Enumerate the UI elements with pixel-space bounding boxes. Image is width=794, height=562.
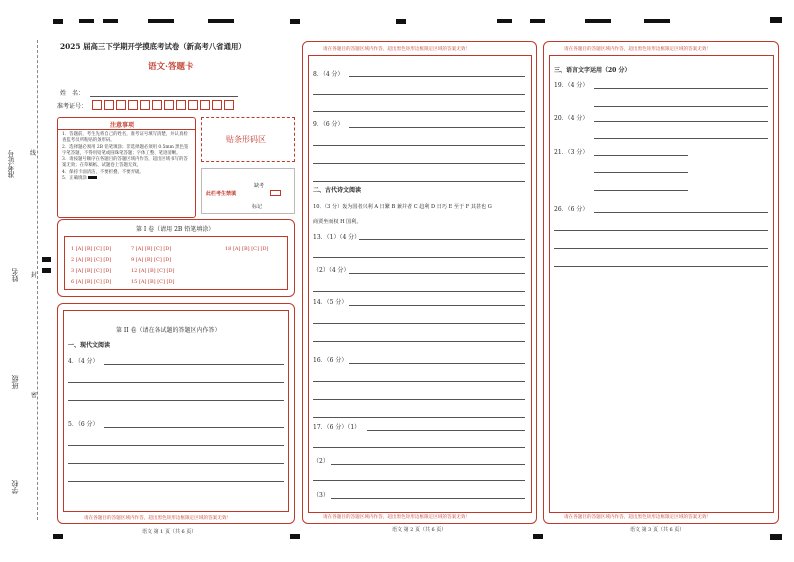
notice-item: 2．选择题必须用 2B 铅笔填涂；非选择题必须用 0.5mm 黑色签字笔答题，不得用铅笔或圆珠笔答题；字体工整、笔迹清晰。 [62,144,189,156]
exam-id-box[interactable] [140,100,150,110]
name-field[interactable] [90,96,238,97]
answer-line[interactable] [349,363,525,364]
timing-mark [770,534,782,540]
page-footer: 语文 第 2 页（共 6 页） [392,527,447,533]
question-19-label: 19．（4 分） [554,82,589,89]
answer-line[interactable] [68,445,284,446]
warning-note: 请在各题目的答题区域内作答，超出黑色矩形边框限定区域的答案无效！ [323,515,471,520]
timing-mark [644,19,670,23]
timing-mark [53,19,63,24]
answer-line[interactable] [313,323,525,324]
exam-id-box[interactable] [128,100,138,110]
timing-mark [497,19,512,23]
answer-line[interactable] [349,273,525,274]
name-label: 姓 名： [60,90,85,97]
answer-line[interactable] [349,76,525,77]
answer-line[interactable] [367,430,525,431]
answer-line[interactable] [313,480,525,481]
answer-line[interactable] [313,447,525,448]
binding-line [37,40,38,520]
answer-line[interactable] [554,266,768,267]
answer-line[interactable] [104,427,284,428]
timing-mark [396,19,406,24]
filled-mark-sample [88,176,97,179]
question-13-2-label: （2）（4 分） [313,267,350,274]
exam-id-box[interactable] [116,100,126,110]
exam-id-box[interactable] [152,100,162,110]
notice-item [62,176,190,182]
answer-line[interactable] [313,257,525,258]
notice-item: 3．请按题号顺序在各题目的答题区域内作答，超出区域书写的答案无效；在草稿纸、试题卷上答题无效。 [62,157,188,169]
answer-line[interactable] [331,464,525,465]
question-13-1-label: 13．（1）（4 分） [313,234,361,241]
timing-mark [770,17,782,23]
timing-mark [530,19,545,23]
choice-item[interactable]: 9 [A] [B] [C] [D] [131,257,172,263]
answer-section-p3 [543,41,779,524]
answer-section-p2 [302,41,537,524]
notice-item: 1．答题前，考生先将自己的姓名，准考证号填写清楚，并认真检查监考员所粘贴的条形码。 [62,132,188,144]
exam-id-box[interactable] [224,100,234,110]
side-label-class: 班级 [11,375,19,389]
notice-item-text: 5．正确填涂 [62,176,87,182]
answer-line[interactable] [68,481,284,482]
question-17-2-label: （2） [313,458,329,465]
exam-id-label: 准考证号： [57,103,88,110]
answer-line[interactable] [594,190,688,191]
answer-line[interactable] [594,88,768,89]
page-footer: 语文 第 3 页（共 6 页） [630,527,685,533]
part1-heading: 一、现代文阅读 [68,342,111,349]
part2-heading: 二、古代诗文阅读 [313,187,362,194]
answer-line[interactable] [313,94,525,95]
answer-line[interactable] [594,212,768,213]
choice-item[interactable]: 18 [A] [B] [C] [D] [225,246,269,252]
answer-line[interactable] [68,400,284,401]
answer-area [549,55,774,513]
warning-note: 请在各题目的答题区域内作答，超出黑色矩形边框限定区域的答案无效！ [564,515,712,520]
question-21-label: 21．（3 分） [554,149,589,156]
absent-mark-label: 标记 [252,204,263,210]
answer-line[interactable] [313,291,525,292]
warning-note: 请在各题目的答题区域内作答，超出黑色矩形边框限定区域的答案无效！ [564,47,712,52]
answer-line[interactable] [313,341,525,342]
absent-mark-label: 缺考 [254,183,265,189]
warning-note: 请在各题目的答题区域内作答，超出黑色矩形边框限定区域的答案无效！ [323,47,471,52]
answer-line[interactable] [68,382,284,383]
answer-line[interactable] [313,145,525,146]
question-10-line1: 10．（3 分）轰为国者兴利 A 日繁 B 兼并者 C 趋利 D 日巧 E 至于 F 其甚也 G [313,204,492,210]
timing-mark [208,19,234,23]
subject-title: 语文·答题卡 [148,62,194,72]
question-26-label: 26．（6 分） [554,206,589,213]
answer-line[interactable] [359,239,525,240]
answer-line[interactable] [313,111,525,112]
exam-id-box[interactable] [212,100,222,110]
answer-area [63,310,289,512]
warning-note: 请在各题目的答题区域内作答，超出黑色矩形边框限定区域的答案无效！ [84,516,232,521]
answer-line[interactable] [104,364,284,365]
exam-id-box[interactable] [200,100,210,110]
question-5-label: 5．（6 分） [68,421,99,428]
page-footer: 语文 第 1 页（共 6 页） [142,529,197,535]
answer-line[interactable] [594,155,688,156]
barcode-area [201,117,295,162]
page-title: 2025 届高三下学期开学摸底考试卷（新高考八省通用） [60,42,246,51]
choice-item[interactable]: 12 [A] [B] [C] [D] [131,268,175,274]
choice-item[interactable]: 15 [A] [B] [C] [D] [131,279,175,285]
answer-line[interactable] [68,463,284,464]
exam-id-box[interactable] [188,100,198,110]
section1-title: 第 I 卷（请用 2B 铅笔填涂） [136,226,215,233]
notice-divider [58,129,195,130]
answer-line[interactable] [594,106,768,107]
timing-mark [533,534,543,539]
timing-mark [148,19,174,23]
seal-label-line: 线 [30,150,37,157]
question-14-label: 14．（5 分） [313,299,348,306]
question-16-label: 16．（6 分） [313,357,348,364]
choice-item[interactable]: 7 [A] [B] [C] [D] [131,246,172,252]
seal-label-secret: 密 [31,392,38,399]
section2-title: 第 II 卷（请在各试题的答题区内作答） [116,327,221,334]
answer-section-p1 [57,303,295,524]
answer-line[interactable] [313,181,525,182]
notice-box [57,117,196,218]
question-9-label: 9．（6 分） [313,121,344,128]
exam-id-box[interactable] [104,100,114,110]
answer-line[interactable] [594,172,688,173]
choice-item[interactable]: 2 [A] [B] [C] [D] [71,257,112,263]
question-8-label: 8．（4 分） [313,71,344,78]
absent-box [201,168,295,214]
absent-label: 此栏考生禁填 [206,191,237,197]
answer-line[interactable] [554,248,768,249]
timing-mark [53,534,63,539]
side-label-school: 学校 [11,480,19,494]
choice-grid [64,236,288,290]
side-label-id: 准考证号 [7,150,15,178]
timing-mark [42,268,51,273]
timing-mark [290,19,300,24]
answer-area [308,55,532,513]
answer-line[interactable] [554,230,768,231]
exam-id-box[interactable] [164,100,174,110]
answer-line[interactable] [313,399,525,400]
answer-line[interactable] [594,138,768,139]
answer-line[interactable] [594,121,768,122]
notice-list [62,132,190,182]
timing-mark [42,257,51,262]
question-17-3-label: （3） [313,492,329,499]
answer-line[interactable] [349,305,525,306]
choice-item[interactable]: 6 [A] [B] [C] [D] [71,279,112,285]
choice-section [57,219,295,297]
choice-item[interactable]: 3 [A] [B] [C] [D] [71,268,112,274]
answer-line[interactable] [313,163,525,164]
side-label-name: 姓名 [11,268,19,282]
barcode-label: 贴条形码区 [226,135,266,144]
seal-label-seal: 封 [31,272,38,279]
choice-item[interactable]: 1 [A] [B] [C] [D] [71,246,112,252]
answer-line[interactable] [349,127,525,128]
absent-checkbox[interactable] [270,190,281,196]
timing-mark [79,19,94,23]
notice-title: 注意事项 [110,122,135,129]
answer-line[interactable] [331,498,525,499]
part3-heading: 三、语言文字运用（20 分） [554,67,631,74]
timing-mark [290,534,300,539]
question-17-1-label: 17．（6 分）（1） [313,424,361,431]
exam-id-box[interactable] [176,100,186,110]
answer-line[interactable] [313,381,525,382]
question-20-label: 20．（4 分） [554,115,589,122]
timing-mark [103,19,118,23]
timing-mark [585,19,611,23]
question-10-line2: 商贾坐而权 H 国利。 [313,219,362,225]
question-4-label: 4．（4 分） [68,358,99,365]
notice-item: 4．保持卡面清洁，不要折叠、不要弄破。 [62,169,144,175]
answer-line[interactable] [313,417,525,418]
exam-id-box[interactable] [92,100,102,110]
